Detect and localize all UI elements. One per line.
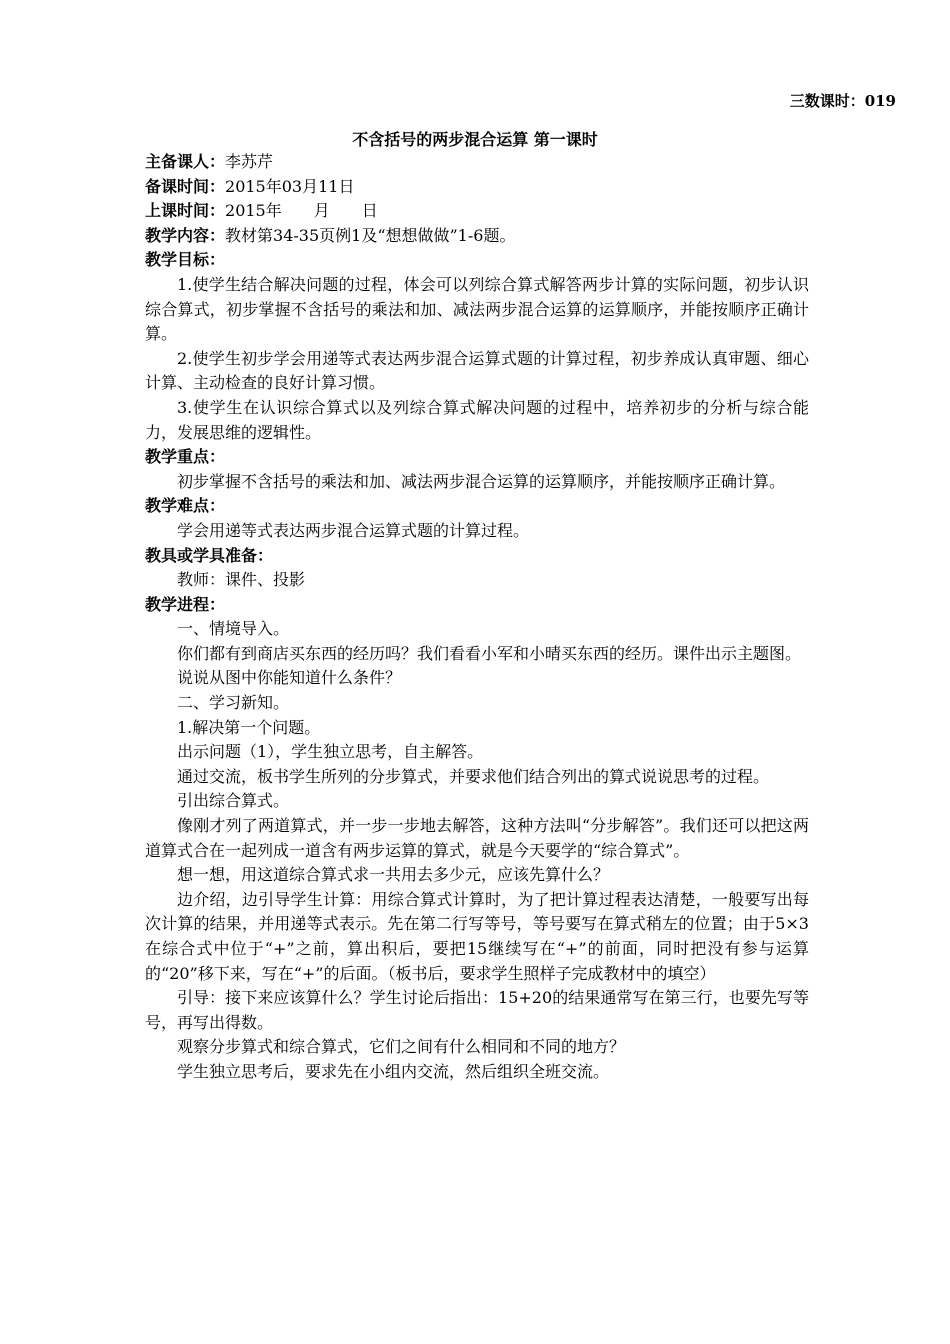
content-label: 教学内容： [145,225,226,245]
materials-heading: 教具或学具准备： [145,545,274,565]
process-paragraph: 你们都有到商店买东西的经历吗？我们看看小军和小晴买东西的经历。课件出示主题图。 [177,643,802,663]
meta-class-time [145,199,809,224]
process-paragraph: 观察分步算式和综合算式，它们之间有什么相同和不同的地方？ [177,1037,626,1057]
difficulties-heading: 教学难点： [145,496,226,516]
key-points-text: 初步掌握不含括号的乘法和加、减法两步混合运算的运算顺序，并能按顺序正确计算。 [177,471,786,491]
process-paragraph: 一、情境导入。 [177,619,290,639]
process-paragraph: 引导：接下来应该算什么？学生讨论后指出：15+20的结果通常写在第三行，也要先写等号，再写出得数。 [145,988,809,1032]
process-paragraph: 出示问题（1），学生独立思考，自主解答。 [177,742,484,762]
process-paragraph: 说说从图中你能知道什么条件？ [177,668,402,688]
preparer-value: 李苏芹 [225,152,274,171]
document-title: 不含括号的两步混合运算 第一课时 [352,130,598,149]
process-paragraph: 通过交流，板书学生所列的分步算式，并要求他们结合列出的算式说说思考的过程。 [177,766,770,786]
meta-content [145,224,809,249]
process-paragraph: 边介绍，边引导学生计算：用综合算式计算时，为了把计算过程表达清楚，一般要写出每次计算的结果，并用递等式表示。先在第二行写等号，等号要写在算式稍左的位置；由于5×3在综合式中位于“+”之前，算出积后，要把15继续写在“+”的前面，同时把没有参与运算的“20”移下来，写在“+”的后面。（板书后，要求学生照样子完成教材中的填空） [145,889,809,983]
process-paragraph: 像刚才列了两道算式，并一步一步地去解答，这种方法叫“分步解答”。我们还可以把这两道算式合在一起列成一道含有两步运算的算式，就是今天要学的“综合算式”。 [145,816,809,860]
objective-item: 2.使学生初步学会用递等式表达两步混合运算式题的计算过程，初步养成认真审题、细心计算、主动检查的良好计算习惯。 [145,348,809,393]
process-paragraph: 想一想，用这道综合算式求一共用去多少元，应该先算什么？ [177,865,610,885]
document-body [145,150,809,1085]
content-value: 教材第34-35页例1及“想想做做”1-6题。 [225,225,516,245]
objective-item: 1.使学生结合解决问题的过程，体会可以列综合算式解答两步计算的实际问题，初步认识综合算式，初步掌握不含括号的乘法和加、减法两步混合运算的运算顺序，并能按顺序正确计算。 [145,274,809,344]
process-paragraph: 二、学习新知。 [177,693,290,713]
lesson-number: 三数课时：019 [789,92,896,110]
prep-time-value: 2015年03月11日 [225,176,355,196]
difficulties-text: 学会用递等式表达两步混合运算式题的计算过程。 [177,520,530,540]
process-paragraph: 引出综合算式。 [177,791,290,811]
preparer-label: 主备课人： [145,152,226,171]
meta-preparer [145,150,809,175]
process-paragraph: 学生独立思考后，要求先在小组内交流，然后组织全班交流。 [177,1061,610,1081]
process-heading: 教学进程： [145,594,226,614]
meta-prep-time [145,175,809,200]
process-paragraph: 1.解决第一个问题。 [177,717,321,737]
prep-time-label: 备课时间： [145,176,226,196]
objective-item: 3.使学生在认识综合算式以及列综合算式解决问题的过程中，培养初步的分析与综合能力，发展思维的逻辑性。 [145,397,809,442]
materials-text: 教师：课件、投影 [177,570,306,590]
key-points-heading: 教学重点： [145,447,226,467]
objectives-heading: 教学目标： [145,250,226,270]
class-time-label: 上课时间： [145,201,226,221]
class-time-value: 2015年 月 日 [225,201,378,221]
